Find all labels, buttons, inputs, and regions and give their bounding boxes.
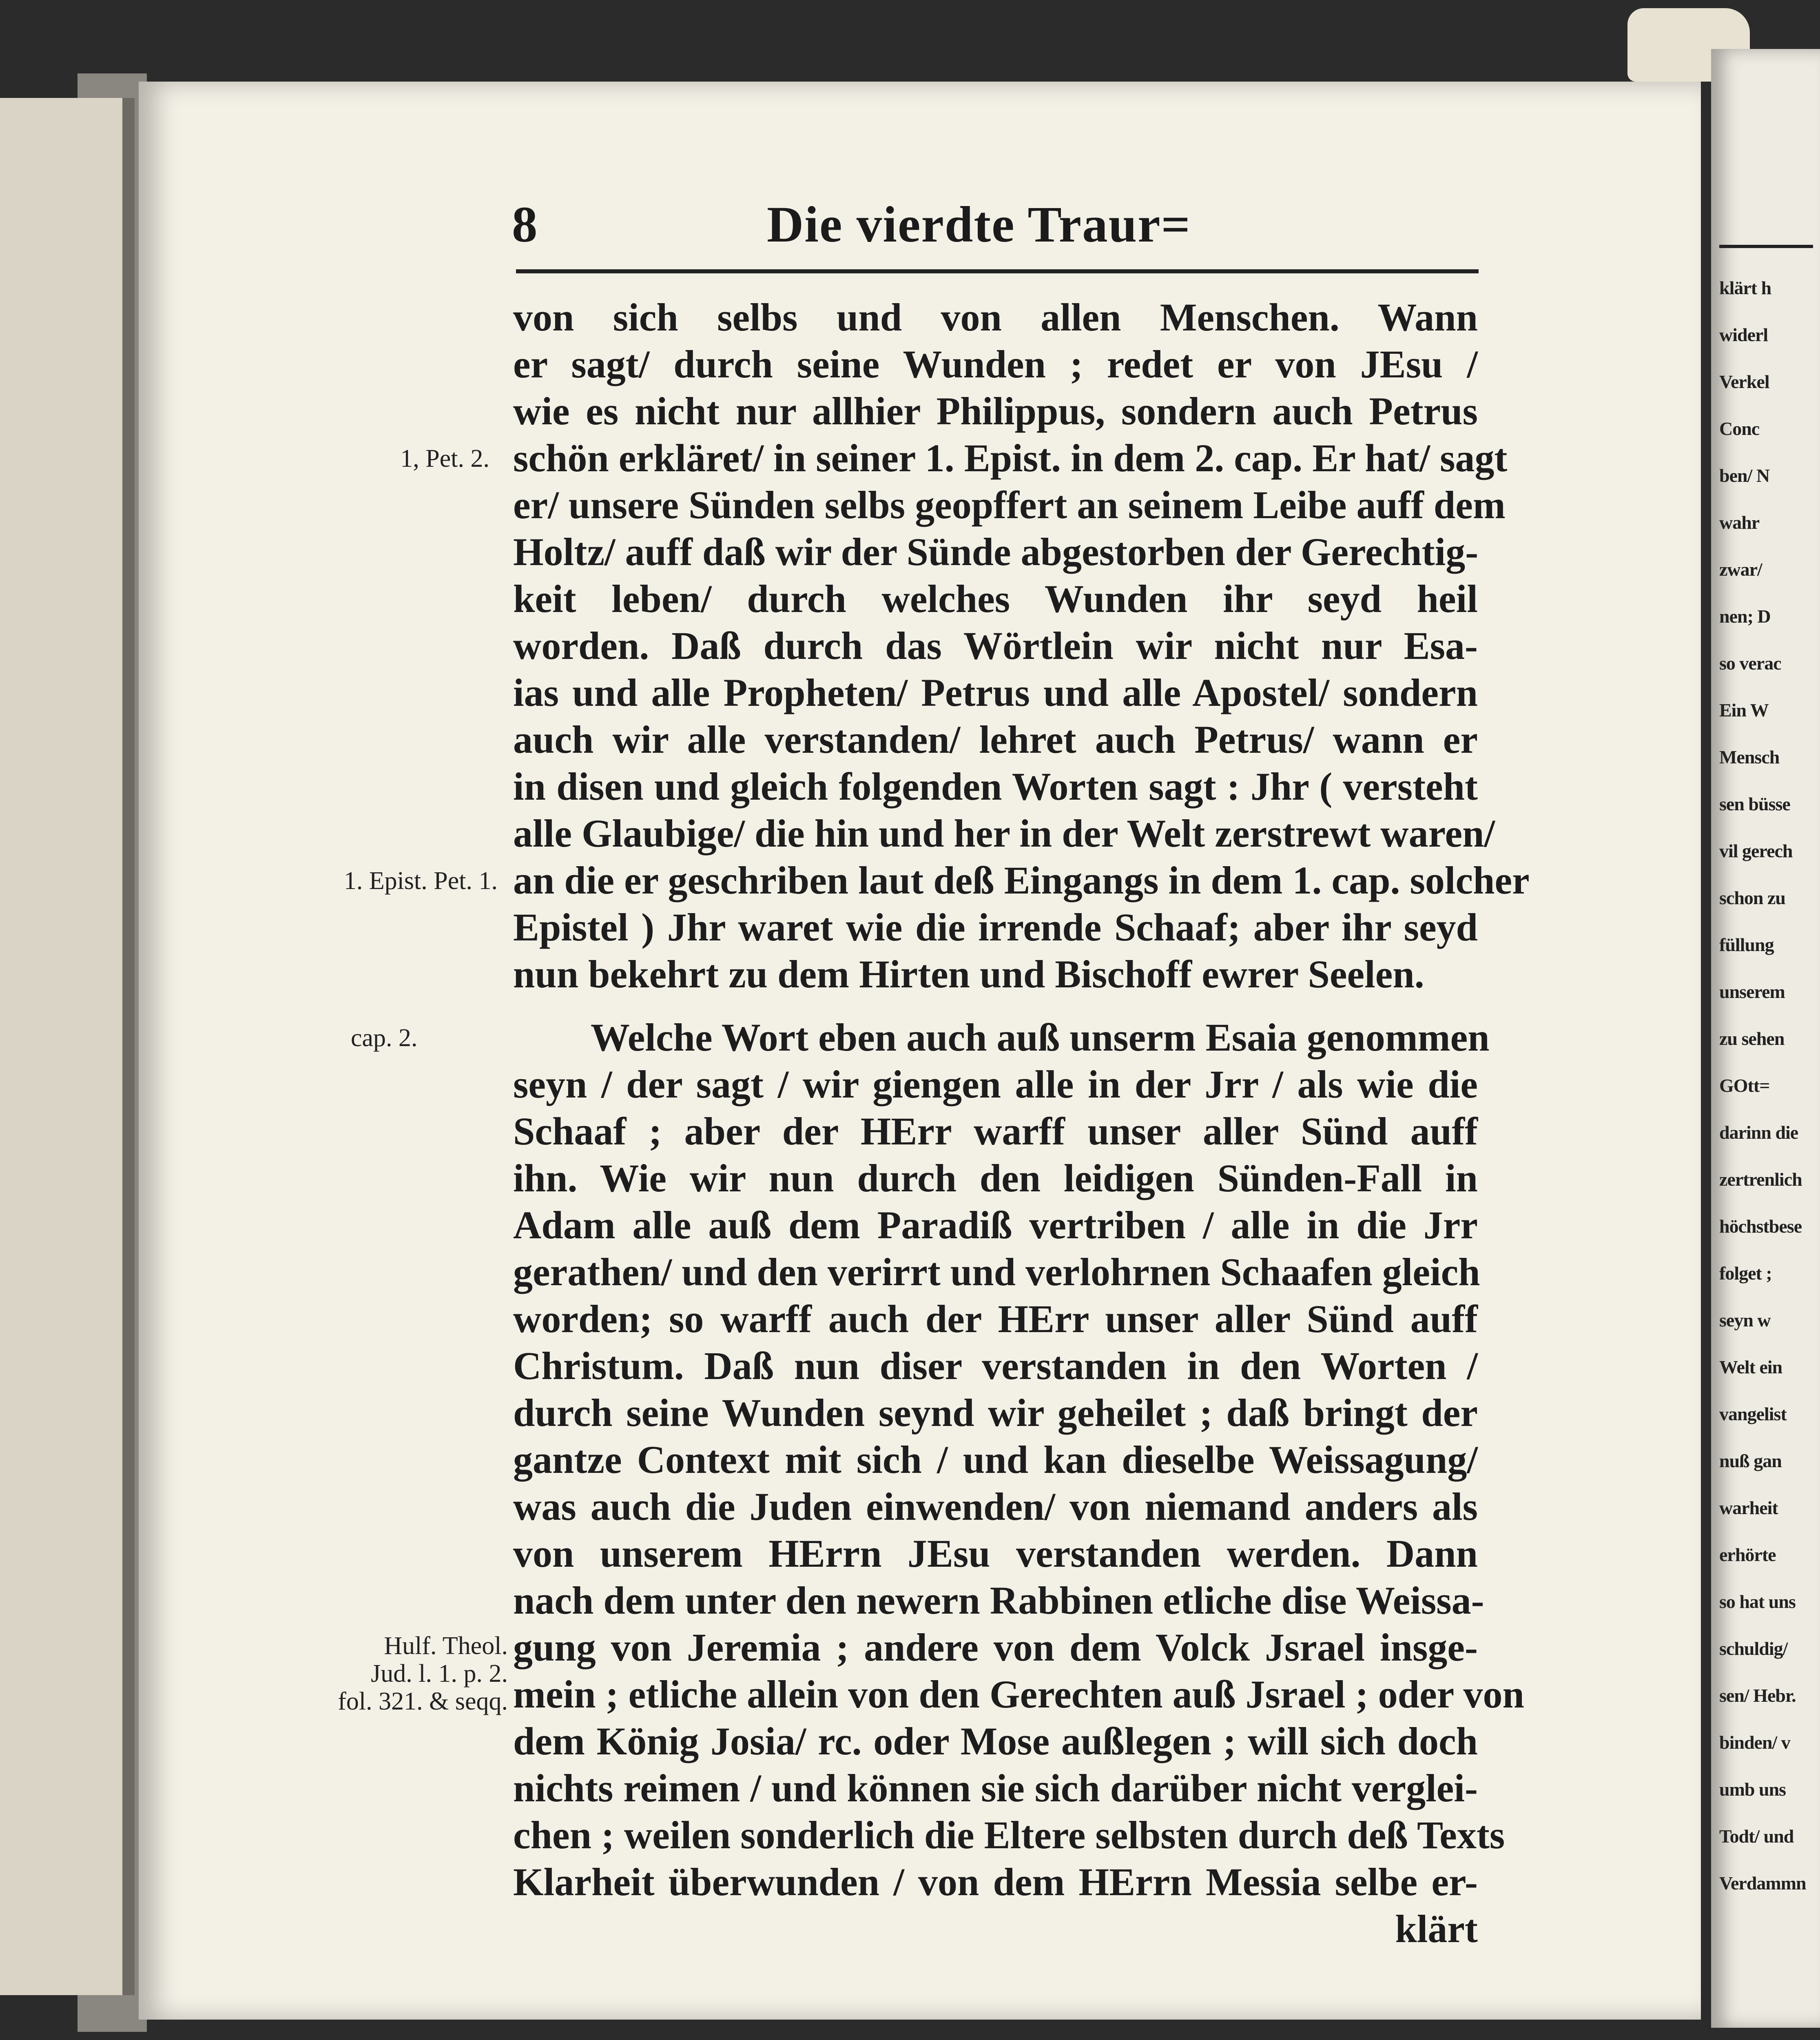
text-line: gung von Jeremia ; andere von dem Volck Jsrael insge-	[513, 1625, 1478, 1669]
right-page-line: binden/ v	[1719, 1732, 1790, 1753]
right-page-line: Welt ein	[1719, 1357, 1782, 1377]
right-page-line: sen/ Hebr.	[1719, 1685, 1796, 1706]
text-line: worden. Daß durch das Wörtlein wir nicht nur Esa-	[513, 624, 1478, 667]
header-rule	[516, 269, 1479, 273]
text-line: chen ; weilen sonderlich die Eltere selbsten durch deß Texts	[513, 1813, 1505, 1857]
text-line: durch seine Wunden seynd wir geheilet ; daß bringt der	[513, 1391, 1478, 1435]
text-line: von unserem HErrn JEsu verstanden werden. Dann	[513, 1532, 1478, 1575]
right-page-line: zwar/	[1719, 559, 1762, 580]
text-line: nach dem unter den newern Rabbinen etliche dise Weissa-	[513, 1579, 1484, 1622]
right-page-line: Verdammn	[1719, 1873, 1806, 1894]
text-line: ias und alle Propheten/ Petrus und alle Apostel/ sondern	[513, 671, 1478, 714]
margin-note-cap-2: cap. 2.	[351, 1024, 418, 1052]
right-page-text	[1711, 264, 1820, 1907]
right-page-line: widerl	[1719, 324, 1768, 345]
text-line: seyn / der sagt / wir giengen alle in der Jrr / als wie die	[513, 1062, 1478, 1106]
main-text-block	[513, 294, 1530, 1952]
margin-note-line: Hulf. Theol.	[384, 1632, 508, 1660]
text-line: an die er geschriben laut deß Eingangs in dem 1. cap. solcher	[513, 858, 1530, 902]
text-line: klärt	[1395, 1907, 1478, 1951]
text-line: gantze Context mit sich / und kan dieselbe Weissagung/	[513, 1438, 1478, 1481]
margin-note-1-pet-2: 1, Pet. 2.	[400, 445, 489, 472]
text-line: in disen und gleich folgenden Worten sagt : Jhr ( versteht	[513, 765, 1478, 808]
right-page-line: schon zu	[1719, 887, 1785, 908]
text-line: Schaaf ; aber der HErr warff unser aller Sünd auff	[513, 1109, 1478, 1153]
page-stack-edge	[0, 98, 135, 1995]
text-line: ihn. Wie wir nun durch den leidigen Sünden-Fall in	[513, 1156, 1478, 1200]
right-page-line: ben/ N	[1719, 465, 1770, 486]
right-page-line: Verkel	[1719, 371, 1769, 392]
right-page-line: so hat uns	[1719, 1591, 1796, 1612]
right-page-line: Todt/ und	[1719, 1826, 1794, 1847]
text-line: nun bekehrt zu dem Hirten und Bischoff ewrer Seelen.	[513, 952, 1424, 996]
right-page-line: GOtt=	[1719, 1075, 1770, 1096]
right-page-line: wahr	[1719, 512, 1760, 533]
right-page-line: sen büsse	[1719, 794, 1790, 814]
right-page-line: Mensch	[1719, 747, 1780, 767]
text-line: worden; so warff auch der HErr unser aller Sünd auff	[513, 1297, 1478, 1341]
right-page-line: warheit	[1719, 1497, 1778, 1518]
right-page-line: schuldig/	[1719, 1638, 1788, 1659]
running-head: Die vierdte Traur=	[767, 197, 1191, 253]
text-line: Welche Wort eben auch auß unserm Esaia genommen	[591, 1016, 1490, 1059]
text-line: Klarheit überwunden / von dem HErrn Messia selbe er-	[513, 1860, 1478, 1904]
right-page-line: nuß gan	[1719, 1450, 1782, 1471]
margin-note-line: fol. 321. & seqq.	[338, 1687, 508, 1715]
right-page-partial	[1711, 49, 1820, 2028]
right-page-line: zu sehen	[1719, 1028, 1785, 1049]
text-line: er/ unsere Sünden selbs geopffert an seinem Leibe auff dem	[513, 483, 1506, 527]
right-page-line: vangelist	[1719, 1404, 1787, 1424]
text-line: Holtz/ auff daß wir der Sünde abgestorben der Gerechtig-	[513, 530, 1479, 574]
text-line: Adam alle auß dem Paradiß vertriben / alle in die Jrr	[513, 1203, 1478, 1247]
right-page-line: zertrenlich	[1719, 1169, 1802, 1190]
right-page-line: unserem	[1719, 981, 1785, 1002]
right-page-line: klärt h	[1719, 277, 1771, 298]
text-line: wie es nicht nur allhier Philippus, sondern auch Petrus	[513, 389, 1478, 433]
page-number: 8	[512, 197, 538, 253]
right-page-rule	[1719, 245, 1813, 248]
text-line: Epistel ) Jhr waret wie die irrende Schaaf; aber ihr seyd	[513, 905, 1478, 949]
text-line: was auch die Juden einwenden/ von niemand anders als	[513, 1485, 1478, 1528]
right-page-line: Ein W	[1719, 700, 1769, 721]
right-page-line: füllung	[1719, 934, 1774, 955]
right-page-line: darinn die	[1719, 1122, 1798, 1143]
right-page-line: so verac	[1719, 653, 1781, 674]
text-line: alle Glaubige/ die hin und her in der Welt zerstrewt waren/	[513, 812, 1495, 855]
text-line: er sagt/ durch seine Wunden ; redet er von JEsu /	[513, 342, 1478, 386]
text-line: auch wir alle verstanden/ lehret auch Petrus/ wann er	[513, 718, 1478, 761]
right-page-line: folget ;	[1719, 1263, 1772, 1284]
text-line: mein ; etliche allein von den Gerechten auß Jsrael ; oder von	[513, 1672, 1524, 1716]
text-line: nichts reimen / und können sie sich darüber nicht verglei-	[513, 1766, 1478, 1810]
right-page-line: nen; D	[1719, 606, 1771, 627]
text-line: gerathen/ und den verirrt und verlohrnen Schaafen gleich	[513, 1250, 1480, 1294]
margin-note-hulf-theol	[286, 1632, 508, 1715]
margin-note-line: Jud. l. 1. p. 2.	[371, 1660, 508, 1687]
right-page-line: seyn w	[1719, 1310, 1771, 1330]
text-line: schön erkläret/ in seiner 1. Epist. in dem 2. cap. Er hat/ sagt	[513, 436, 1508, 480]
text-line: Christum. Daß nun diser verstanden in den Worten /	[513, 1344, 1478, 1388]
text-line: dem König Josia/ rc. oder Mose außlegen ; will sich doch	[513, 1719, 1478, 1763]
right-page-line: erhörte	[1719, 1544, 1776, 1565]
right-page-line: Conc	[1719, 418, 1760, 439]
right-page-line: umb uns	[1719, 1779, 1786, 1800]
text-line: keit leben/ durch welches Wunden ihr seyd heil	[513, 577, 1478, 621]
margin-note-1-epist-pet-1: 1. Epist. Pet. 1.	[343, 867, 498, 895]
right-page-line: höchstbese	[1719, 1216, 1802, 1237]
text-line: von sich selbs und von allen Menschen. Wann	[513, 295, 1478, 339]
right-page-line: vil gerech	[1719, 840, 1793, 861]
